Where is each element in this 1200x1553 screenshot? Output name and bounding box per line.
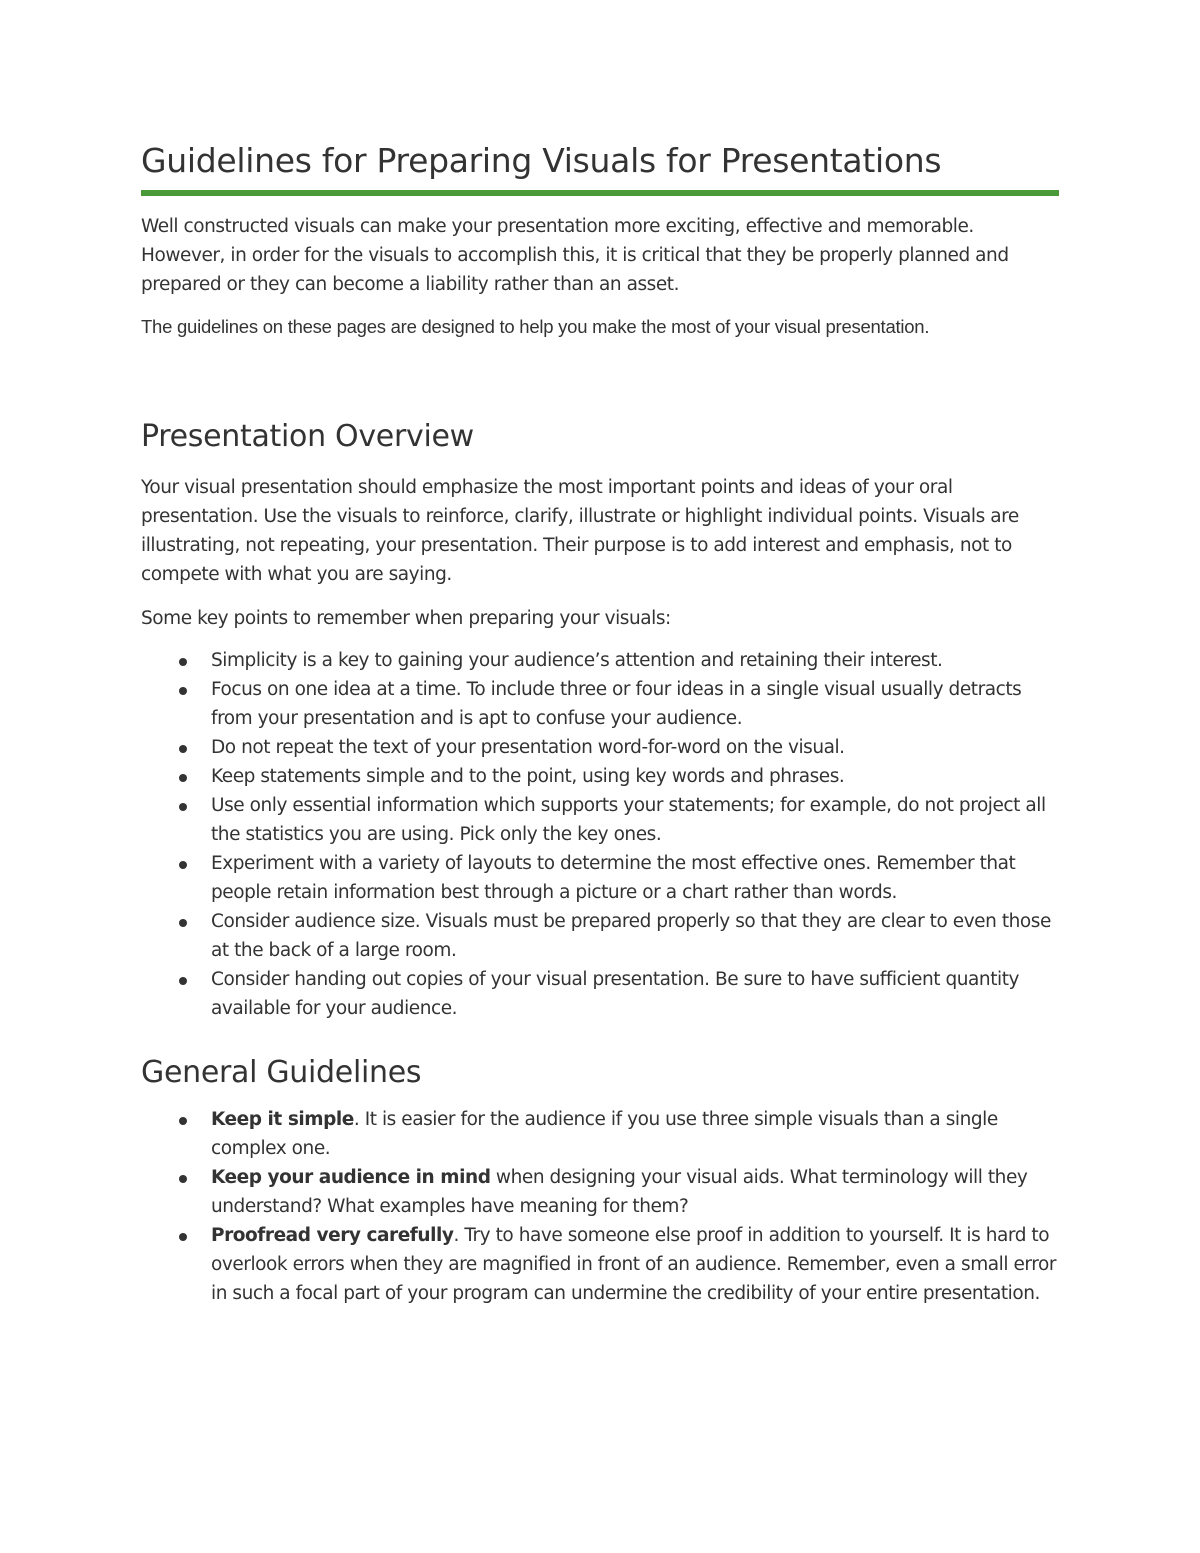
intro-note: The guidelines on these pages are designed to help you make the most of your visual presentation. bbox=[141, 316, 930, 337]
list-item bbox=[141, 849, 1061, 907]
list-item bbox=[141, 1105, 1061, 1163]
general-heading: General Guidelines bbox=[141, 1055, 422, 1090]
key-points-intro: Some key points to remember when preparing your visuals: bbox=[141, 608, 671, 629]
bullet-icon bbox=[179, 658, 187, 666]
bullet-icon bbox=[179, 1233, 187, 1241]
list-item bbox=[141, 762, 1061, 791]
bullet-icon bbox=[179, 687, 187, 695]
list-item bbox=[141, 965, 1061, 1023]
key-points-list bbox=[141, 646, 1061, 1023]
overview-heading: Presentation Overview bbox=[141, 419, 474, 454]
list-item bbox=[141, 646, 1061, 675]
bullet-icon bbox=[179, 861, 187, 869]
list-item bbox=[141, 675, 1061, 733]
guideline-lead: Proofread very carefully bbox=[211, 1225, 454, 1246]
guideline-lead: Keep your audience in mind bbox=[211, 1167, 491, 1188]
guideline-text: . Try to have someone else proof in addition to yourself. It is hard to overlook errors when they are magnified in front of an audience. Remember, even a small error in such a focal part of your program can undermine the credibility of your entire presentation. bbox=[211, 1225, 1056, 1304]
list-item-text: Keep statements simple and to the point, using key words and phrases. bbox=[211, 766, 845, 787]
overview-paragraph: Your visual presentation should emphasize the most important points and ideas of your oral presentation. Use the visuals to reinforce, clarify, illustrate or highlight individual points. Visuals are illustrating, not repeating, your presentation. Their purpose is to add interest and emphasis, not to compete with what you are saying. bbox=[141, 477, 1019, 585]
bullet-icon bbox=[179, 803, 187, 811]
list-item bbox=[141, 733, 1061, 762]
general-guidelines-list bbox=[141, 1105, 1061, 1308]
title-underline bbox=[141, 190, 1059, 196]
list-item bbox=[141, 791, 1061, 849]
document-page bbox=[141, 138, 1061, 1308]
intro-paragraph: Well constructed visuals can make your presentation more exciting, effective and memorable. However, in order for the visuals to accomplish this, it is critical that they be properly planned and prepared or they can become a liability rather than an asset. bbox=[141, 216, 1009, 295]
list-item-text: Focus on one idea at a time. To include three or four ideas in a single visual usually detracts from your presentation and is apt to confuse your audience. bbox=[211, 679, 1022, 729]
guideline-lead: Keep it simple bbox=[211, 1109, 354, 1130]
bullet-icon bbox=[179, 1117, 187, 1125]
bullet-icon bbox=[179, 774, 187, 782]
bullet-icon bbox=[179, 1175, 187, 1183]
list-item-text: Consider audience size. Visuals must be prepared properly so that they are clear to even those at the back of a large room. bbox=[211, 911, 1051, 961]
list-item-text: Do not repeat the text of your presentation word-for-word on the visual. bbox=[211, 737, 845, 758]
list-item-text: Experiment with a variety of layouts to determine the most effective ones. Remember that people retain information best through a picture or a chart rather than words. bbox=[211, 853, 1016, 903]
bullet-icon bbox=[179, 977, 187, 985]
bullet-icon bbox=[179, 919, 187, 927]
bullet-icon bbox=[179, 745, 187, 753]
guideline-text: when designing your visual aids. What terminology will they understand? What examples have meaning for them? bbox=[211, 1167, 1028, 1217]
guideline-text: . It is easier for the audience if you use three simple visuals than a single complex one. bbox=[211, 1109, 998, 1159]
list-item bbox=[141, 907, 1061, 965]
document-title: Guidelines for Preparing Visuals for Presentations bbox=[141, 141, 942, 180]
list-item bbox=[141, 1163, 1061, 1221]
list-item-text: Use only essential information which supports your statements; for example, do not project all the statistics you are using. Pick only the key ones. bbox=[211, 795, 1046, 845]
list-item-text: Consider handing out copies of your visual presentation. Be sure to have sufficient quantity available for your audience. bbox=[211, 969, 1019, 1019]
list-item-text: Simplicity is a key to gaining your audience’s attention and retaining their interest. bbox=[211, 650, 943, 671]
list-item bbox=[141, 1221, 1061, 1308]
